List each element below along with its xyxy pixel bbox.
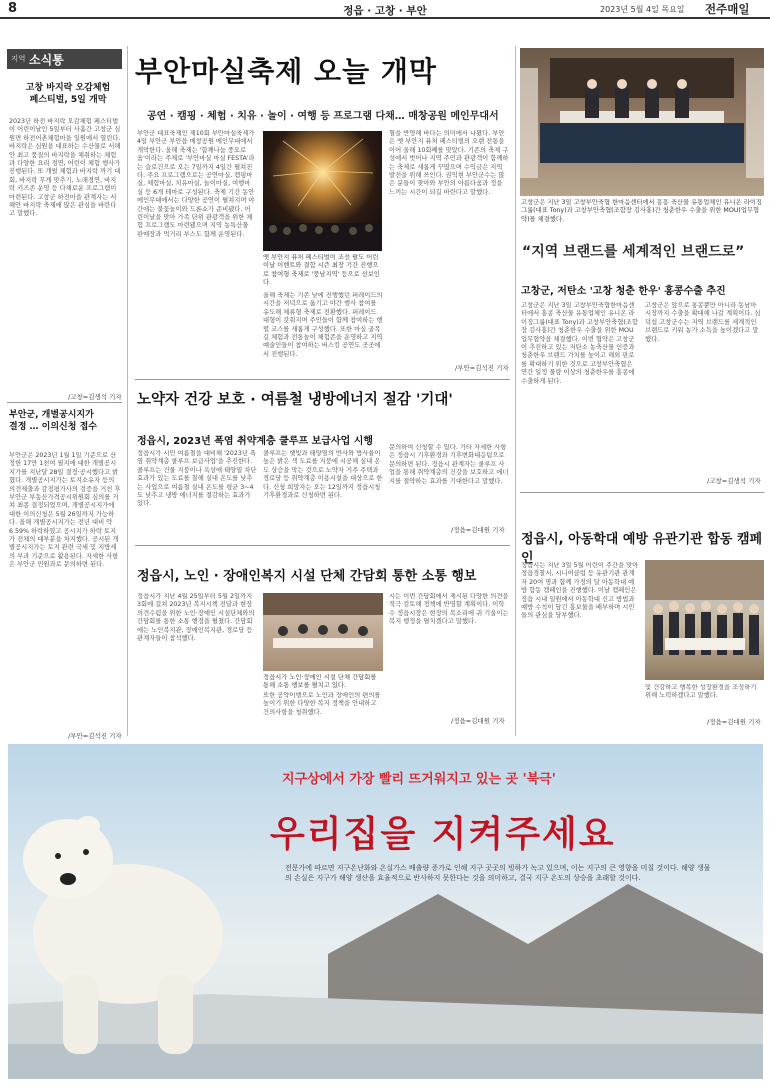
ceremony-graphic	[520, 48, 764, 196]
lead-subhead: 공연 · 캠핑 · 체험 · 치유 · 놀이 · 여행 등 프로그램 다채… 매창공원 메인무대서	[147, 111, 499, 122]
sidebar-article1-byline: /고창=김생석 기자	[68, 393, 122, 401]
campaign-body-right: 및 건강하고 행복한 성장환경을 조성하기 위해 노력하겠다고 말했다.	[645, 684, 757, 700]
divider	[135, 379, 510, 380]
brand-quote: “지역 브랜드를 세계적인 브랜드로”	[522, 244, 745, 260]
issue-date: 2023년 5월 4일 목요일	[600, 5, 685, 14]
festival-photo-caption: 옛 부안지 퓨처 페스티벌이 조선 팔도 어린이날 이벤트와 결합 시즌 최장 기간 진행으로 참여형 축제로 '풍남지역' 등으로 선보인다.	[263, 254, 380, 287]
lead-body-mid: 올해 축제는 기존 낮에 진행했던 퍼레이드의 시간을 저녁으로 옮기고 야간 행사 참여를 유도해 체류형 축제로 전환했다. 퍼레이드 대형이 갖춰지며 주민들이 함께 참여하는 행렬 코스를 새롭게 구성했다. 또한 마실 골목길 체험과 전통놀이 체험존을 운영하고 지역 예술인들이 참여하는 버스킹 공연도 곳곳에서 진행된다.	[263, 292, 383, 358]
campaign-byline: /정읍=김대원 기자	[707, 718, 761, 726]
sidebar-label	[7, 49, 122, 69]
lead-headline: 부안마실축제 오늘 개막	[135, 55, 437, 88]
sidebar-label-small: 지역	[11, 54, 26, 63]
lead-byline: /부안=김석진 기자	[455, 364, 509, 372]
welfare-photo-caption: 정읍시가 노인·장애인 시설 단체 간담회를 통해 소통 행보를 펼치고 있다.	[263, 674, 377, 690]
brand-byline: /고창=김생석 기자	[707, 477, 761, 485]
sidebar-article2-body: 부안군은 2023년 1월 1일 기준으로 산정한 17만 1천여 필지에 대한 개별공시지가를 지난달 28일 결정·공시했다고 밝혔다. 개별공시지가는 토지소유자 등의 의견제출과 감정평가사의 검증을 거친 후 부안군 부동산가격공시위원회 심의를 거쳐 최종 결정되었으며, 개별공시지가에 대한 이의신청은 5월 26일까지 가능하다. 올해 개별공시지가는 전년 대비 약 6.59% 하락하였고 공시지가 하락 토지가 전체의 대부분을 차지했다. 공시된 개별공시지가는 토지 관련 국세 및 지방세의 부과 기준으로 활용된다. 자세한 사항은 부안군 민원과로 문의하면 된다.	[9, 452, 121, 569]
divider	[7, 402, 122, 403]
welfare-body-mid: 또한 공약이행으로 노인과 장애인의 편의를 높이기 위한 다양한 복지 정책을 안내하고 건의사항을 청취했다.	[263, 692, 381, 716]
polar-bear-icon	[8, 744, 278, 1079]
divider	[135, 545, 510, 546]
meeting-graphic	[263, 593, 383, 671]
energy-body-left: 정읍시가 시민 여름철을 대비해 '2023년 폭염 취약계층 쿨루프 보급사업'을 추진한다. 쿨루프는 건물 지붕이나 옥상에 태양열 차단 효과가 있는 도료를 칠해 실내 온도를 낮추는 사업으로 여름철 실내 온도를 평균 3~4도 낮추고 냉방 에너지를 절감하는 효과가 있다.	[137, 450, 257, 508]
mou-ceremony-photo	[520, 48, 764, 196]
festival-photo	[263, 131, 382, 251]
brand-body-right: 고창군은 앞으로 홍콩뿐만 아니라 동남아 시장까지 수출을 확대해 나갈 계획이다. 심덕섭 고창군수는 지역 브랜드를 세계적인 브랜드로 키워 농가 소득을 높이겠다고 말했다.	[645, 302, 761, 343]
campaign-photo	[645, 560, 764, 680]
campaign-group-graphic	[645, 560, 764, 680]
mou-photo-caption: 고창군은 지난 3일 고창부안축협 한마음센터에서 흥흥 축산물 유통업체인 유니온 라이징그룹(대표 Tony)과 고창부안축협(조합장 김사홍)간 청춘한우 수출을 위한 MOU(업무협약)를 체결했다.	[521, 199, 763, 223]
sidebar-article2-byline: /부안=김석진 기자	[68, 732, 122, 740]
newspaper-name: 전주매일	[705, 2, 750, 16]
welfare-body-right: 시는 이번 간담회에서 제시된 다양한 의견을 적극 검토해 정책에 반영할 계획이다. 이학수 정읍시장은 현장의 목소리에 귀 기울이는 복지 행정을 펼치겠다고 말했다.	[389, 593, 509, 626]
energy-headline: 노약자 건강 보호 · 여름철 냉방에너지 절감 '기대'	[137, 392, 453, 408]
energy-body-mid: 쿨루프는 햇빛과 태양열의 반사와 방사율이 높은 밝은 색 도료를 지붕에 시공해 실내 온도 상승을 막는 것으로 노약자 거주 주택과 경로당 등 취약계층 이용시설을 대상으로 한다. 신청 희망자는 오는 12일까지 정읍시청 기후환경과로 신청하면 된다.	[263, 450, 383, 500]
campaign-body-left: 정읍시는 지난 3일 5월 어린이 주간을 맞아 정읍경찰서, 시니어클럽 등 유관기관 관계자 20여 명과 함께 가정의 달 아동학대 예방 합동 캠페인을 진행했다. 이날 캠페인은 정읍 시내 일원에서 아동학대 신고 방법과 예방 수칙이 담긴 홍보물을 배부하며 시민들의 관심을 당부했다.	[521, 562, 639, 620]
column-divider	[127, 46, 128, 736]
section-title: 정읍 · 고창 · 부안	[343, 5, 427, 17]
sidebar-article1-body: 2023년 하전 바지락 오감체험 페스티벌이 어린이날인 5일부터 사흘간 고창군 심원면 하전어촌체험마을 일원에서 열린다. 바지락은 심원을 대표하는 수산물로 서해안 최고 품질의 바지락을 채취하는 체험과 다양한 요리 경연, 어린이 체험 행사가 진행된다. 또 개펄 체험과 바지락 까기 대회, 바지락 무게 맞추기, 노래경연, 바지락 키즈존 운영 등 다채로운 프로그램이 마련된다. 고창군 하전마을 관계자는 서해안 바지락 축제에 많은 관심을 바란다고 말했다.	[9, 118, 121, 218]
energy-byline: /정읍=김대원 기자	[451, 526, 505, 534]
sidebar-article2-title-line1: 부안군, 개별공시지가	[9, 410, 94, 420]
sidebar-article1-title	[13, 82, 123, 106]
column-divider	[515, 46, 516, 736]
campaign-headline: 정읍시, 아동학대 예방 유관기관 합동 캠페인	[521, 532, 763, 566]
welfare-headline: 정읍시, 노인 · 장애인복지 시설 단체 간담회 통한 소통 행보	[137, 569, 477, 584]
ad-title: 우리집을 지켜주세요	[270, 814, 616, 855]
sidebar-article2-title	[9, 409, 124, 433]
sidebar-article1-title-line1: 고창 바지락 오감체험	[25, 83, 111, 93]
brand-headline: 고창군, 저탄소 '고창 청춘 한우' 홍콩수출 추진	[521, 286, 726, 297]
brand-body-left: 고창군은 지난 3일 고창부안축협한마음센터에서 홍콩 축산물 유통업체인 유니온 라이징그룹(대표 Tony)과 고창부안축협(조합장 김사홍)간 청춘한우 수출을 위한 MOU 업무협약을 체결했다. 이번 협약은 고창군이 추진하고 있는 저탄소 농축산물 인증과 청춘한우 브랜드 가치를 높이고 해외 판로를 확대하기 위한 것으로 고창부안축협은 연간 일정 물량 이상의 청춘한우를 홍콩에 수출하게 된다.	[521, 302, 638, 385]
page-header	[0, 0, 770, 19]
fireworks-graphic	[263, 131, 382, 251]
welfare-byline: /정읍=김대원 기자	[451, 717, 505, 725]
page-number: 8	[8, 1, 18, 16]
energy-subhead: 정읍시, 2023년 폭염 취약계층 쿨루프 보급사업 시행	[137, 436, 374, 447]
ad-tagline: 지구상에서 가장 빨리 뜨거워지고 있는 곳 '북극'	[282, 772, 556, 787]
welfare-photo	[263, 593, 383, 671]
sidebar-article1-title-line2: 페스티벌, 5일 개막	[29, 95, 107, 105]
ad-body: 전문가에 따르면 지구온난화와 온실가스 배출량 증가로 인해 지구 곳곳의 빙하가 녹고 있으며, 이는 지구의 큰 영향을 미칠 것이다. 해양 생물의 손실은 지구가 해양 생산을 효율적으로 반사하지 못한다는 것을 의미하고, 결국 지구 온도의 상승을 초래할 것이다.	[285, 864, 711, 882]
lead-body-right: 혈을 반영해 바다는 의미에서 나왔다. 부안은 옛 부안지 퓨처 페스티벌의 오랜 전통을 이어 올해 10회째를 맞았다. 기존의 축제 구성에서 벗어나 지역 주민과 관광객이 함께하는 축제로 새롭게 꾸몄으며 수익금은 지역 발전을 위해 쓰인다. 권익현 부안군수는 많은 분들이 찾아와 부안의 아름다움과 정을 느끼는 시간이 되길 바란다고 말했다.	[389, 130, 509, 196]
divider	[520, 492, 764, 493]
sidebar-label-main: 소식통	[29, 53, 64, 67]
sidebar-article2-title-line2: 결정 … 이의신청 접수	[9, 422, 97, 432]
welfare-body-left: 정읍시가 지난 4월 25일부터 5월 2일까지 3회에 걸쳐 2023년 복지시책 전달과 현장 의견수렴을 위한 노인·장애인 시설단체와의 간담회를 통한 소통 행정을 펼쳤다. 간담회에는 노인복지관, 장애인복지관, 경로당 등 관계자들이 참석했다.	[137, 593, 255, 643]
climate-advertisement	[8, 744, 763, 1079]
energy-body-right: 문의하여 신청할 수 있다. 기타 자세한 사항은 정읍시 기후환경과 기후변화대응팀으로 문의하면 된다. 정읍시 관계자는 쿨루프 사업을 통해 취약계층의 건강을 보호하고 에너지를 절약하는 효과를 기대한다고 말했다.	[389, 444, 509, 485]
lead-body-left: 부안군 대표축제인 제10회 부안마실축제가 4일 부안군 부안읍 매창공원 메인무대에서 개막한다. 올해 축제는 '함께나눔 풍요로움'이라는 주제로 '부안마실 마실 FESTA'라는 슬로건으로 오는 7일까지 4일간 펼쳐진다. 주요 프로그램으로는 공연마실, 캠핑마실, 체험마실, 치유마실, 놀이마실, 여행마실 등 6개 테마로 구성된다. 축제 기간 동안 메인무대에서는 다양한 공연이 펼쳐지며 야간에는 불꽃놀이와 드론쇼가 준비됐다. 어린이날을 맞아 가족 단위 관광객을 위한 체험 프로그램도 마련됐으며 지역 농특산물 판매장과 먹거리 부스도 함께 운영된다.	[137, 130, 255, 238]
